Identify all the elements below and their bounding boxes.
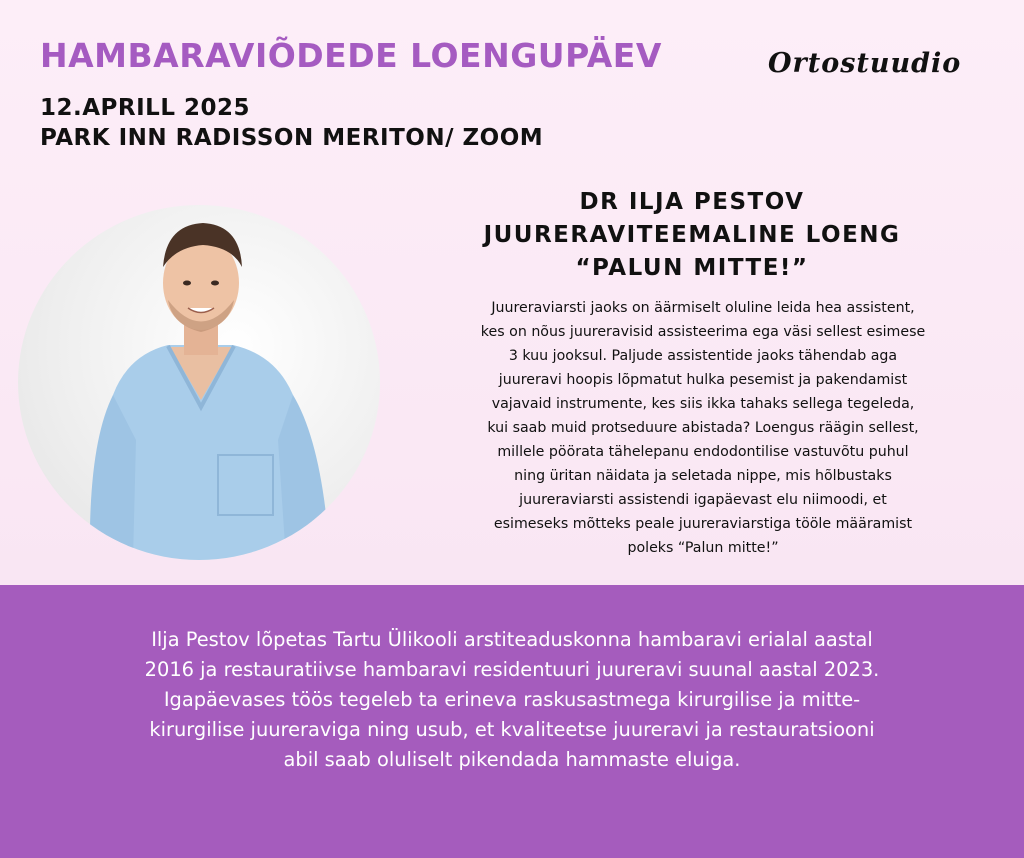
bio-line: Ilja Pestov lõpetas Tartu Ülikooli arstiteaduskonna hambaravi erialal aastal — [151, 628, 873, 651]
event-title: HAMBARAVIÕDEDE LOENGUPÄEV — [40, 36, 662, 75]
lecture-title: “PALUN MITTE!” — [575, 255, 809, 281]
bio-line: Igapäevases töös tegeleb ta erineva raskusastmega kirurgilise ja mitte- — [163, 688, 861, 711]
bio-line: kirurgilise juureraviga ning usub, et kvaliteetse juureravi ja restauratsiooni — [149, 718, 875, 741]
description-line: 3 kuu jooksul. Paljude assistentide jaoks tähendab aga — [508, 348, 898, 364]
description-line: poleks “Palun mitte!” — [627, 540, 779, 556]
description-line: ning üritan näidata ja seletada nippe, mis hõlbustaks — [514, 468, 892, 484]
speaker-portrait-illustration — [18, 205, 380, 560]
event-date: 12.APRILL 2025 — [40, 95, 251, 121]
event-venue: PARK INN RADISSON MERITON/ ZOOM — [40, 125, 544, 151]
lecture-description — [392, 296, 1014, 560]
description-line: vajavaid instrumente, kes siis ikka tahaks sellega tegeleda, — [491, 396, 915, 412]
lecture-header — [392, 186, 992, 285]
description-line: esimeseks mõtteks peale juureraviarstiga tööle määramist — [493, 516, 913, 532]
lecture-topic: JUURERAVITEEMALINE LOENG — [483, 222, 901, 248]
ortostuudio-logo: Ortostuudio — [768, 48, 962, 79]
speaker-name: DR ILJA PESTOV — [579, 189, 805, 215]
description-line: kes on nõus juureravisid assisteerima ega väsi sellest esimese — [480, 324, 926, 340]
description-line: Juureraviarsti jaoks on äärmiselt oluline leida hea assistent, — [491, 300, 915, 316]
description-line: millele pöörata tähelepanu endodontilise vastuvõtu puhul — [497, 444, 909, 460]
bio-line: 2016 ja restauratiivse hambaravi residentuuri juureravi suunal aastal 2023. — [144, 658, 880, 681]
description-line: kui saab muid protseduure abistada? Loengus räägin sellest, — [487, 420, 919, 436]
description-line: juureraviarsti assistendi igapäevast elu niimoodi, et — [519, 492, 887, 508]
description-line: juureravi hoopis lõpmatut hulka pesemist ja pakendamist — [498, 372, 908, 388]
bio-line: abil saab oluliselt pikendada hammaste eluiga. — [283, 748, 741, 771]
speaker-bio — [0, 625, 1024, 775]
speaker-photo — [18, 205, 380, 560]
